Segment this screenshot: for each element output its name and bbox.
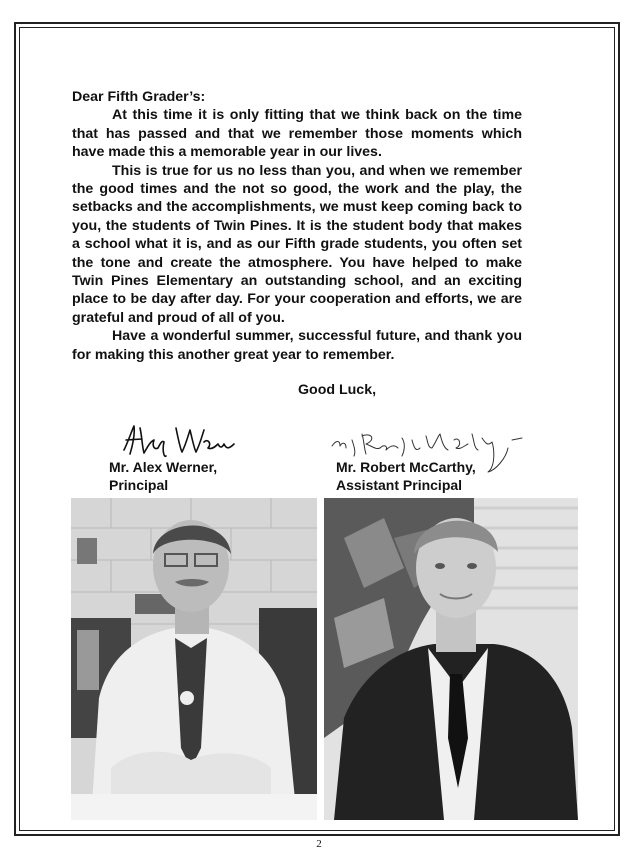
letter-salutation: Dear Fifth Grader’s: bbox=[72, 89, 206, 105]
principal-caption bbox=[109, 458, 217, 494]
letter-paragraph: Have a wonderful summer, successful future, and thank you for making this another great year to remember. bbox=[72, 328, 522, 363]
principal-name: Mr. Alex Werner, bbox=[109, 459, 218, 475]
letter-paragraph: At this time it is only fitting that we think back on the time that has passed and that we remember those moments which have made this a memorable year in our lives. bbox=[72, 107, 522, 161]
assistant-principal-photo bbox=[324, 498, 578, 820]
assistant-principal-title: Assistant Principal bbox=[336, 477, 463, 493]
page-number: 2 bbox=[316, 838, 322, 850]
letter-body bbox=[72, 88, 522, 364]
assistant-principal-name: Mr. Robert McCarthy, bbox=[336, 459, 476, 475]
letter-closing: Good Luck, bbox=[298, 382, 377, 398]
principal-title: Principal bbox=[109, 477, 169, 493]
assistant-principal-caption bbox=[336, 458, 476, 494]
principal-signature bbox=[118, 420, 243, 460]
letter-paragraph: This is true for us no less than you, and when we remember the good times and the not so good, the work and the play, the setbacks and the accomplishments, we must keep coming back to you, the students of Twin Pines. It is the student body that makes a school what it is, and as our Fifth grade students, you often set the tone and create the atmosphere. You have helped to make Twin Pines Elementary an outstanding school, and an exciting place to be day after day. For your cooperation and efforts, we are grateful and proud of all of you. bbox=[72, 162, 522, 326]
principal-photo bbox=[71, 498, 317, 820]
